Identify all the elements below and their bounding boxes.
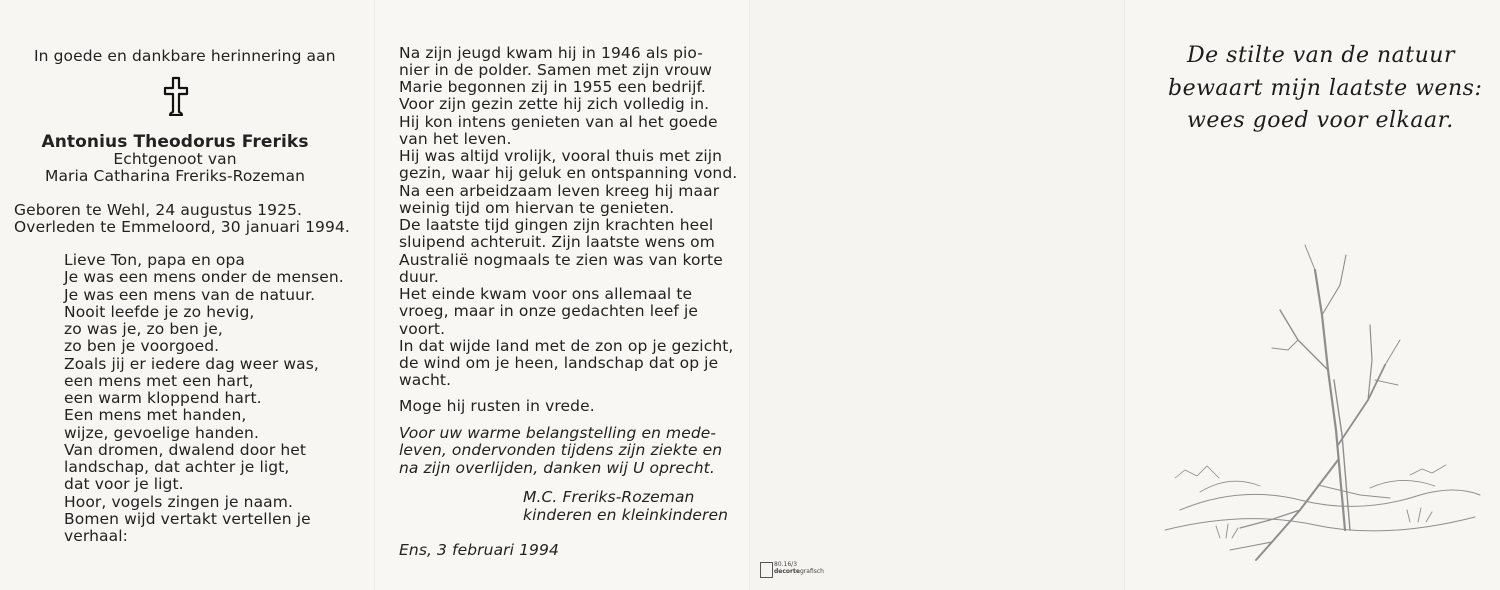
body-line: Hij kon intens genieten van al het goede [399,113,718,131]
deceased-name: Antonius Theodorus Freriks [41,132,309,152]
poem-line: Je was een mens van de natuur. [64,286,316,304]
printer-sub: grafisch [800,568,824,575]
poem-line: zo was je, zo ben je, [64,320,223,338]
birth-line: Geboren te Wehl, 24 augustus 1925. [14,201,303,219]
panel-blank [750,0,1125,590]
poem-line: verhaal: [64,527,128,545]
body-line: Australië nogmaals te zien was van korte [399,251,723,269]
body-line: sluipend achteruit. Zijn laatste wens om [399,233,715,251]
place-date: Ens, 3 februari 1994 [399,541,559,559]
fold-line [374,0,376,590]
spouse-name: Maria Catharina Freriks-Rozeman [44,167,306,185]
quote-line: De stilte van de natuur [1187,43,1455,68]
printer-icon [760,562,773,578]
signature-line: kinderen en kleinkinderen [523,506,729,524]
tree-sketch-illustration [1160,230,1490,575]
body-line: De laatste tijd gingen zijn krachten heel [399,216,714,234]
poem-line: Je was een mens onder de mensen. [64,268,344,286]
poem-line: Lieve Ton, papa en opa [64,251,246,269]
spouse-label: Echtgenoot van [113,150,237,168]
poem-line: zo ben je voorgoed. [64,337,220,355]
fold-line [1124,0,1126,590]
poem-line: Bomen wijd vertakt vertellen je [64,510,311,528]
body-line: van het leven. [399,130,512,148]
body-line: gezin, waar hij geluk en ontspanning vond. [399,164,738,182]
memorial-header: In goede en dankbare herinnering aan [34,47,336,65]
poem-line: Een mens met handen, [64,406,247,424]
body-line: Marie begonnen zij in 1955 een bedrijf. [399,78,706,96]
poem-line: wijze, gevoelige handen. [64,424,259,442]
quote-line: bewaart mijn laatste wens: [1168,76,1483,101]
body-line: Het einde kwam voor ons allemaal te [399,285,693,303]
fold-line [749,0,751,590]
body-line: duur. [399,268,439,286]
poem-line: Zoals jij er iedere dag weer was, [64,355,319,373]
poem-line: Nooit leefde je zo hevig, [64,303,255,321]
printer-name: decorte [774,568,800,575]
poem-line: landschap, dat achter je ligt, [64,458,290,476]
body-line: weinig tijd om hiervan te genieten. [399,199,675,217]
poem-line: Van dromen, dwalend door het [64,441,307,459]
signature-line: M.C. Freriks-Rozeman [523,488,695,506]
body-line: In dat wijde land met de zon op je gezicht, [399,337,734,355]
poem-line: dat voor je ligt. [64,475,184,493]
poem-line: een mens met een hart, [64,372,254,390]
body-line: wacht. [399,371,452,389]
body-line: de wind om je heen, landschap dat op je [399,354,719,372]
body-line: Voor zijn gezin zette hij zich volledig in. [399,95,710,113]
body-line: Na zijn jeugd kwam hij in 1946 als pio- [399,44,703,62]
cross-icon [163,76,189,116]
quote-line: wees goed voor elkaar. [1187,108,1454,133]
rest-in-peace: Moge hij rusten in vrede. [399,397,595,415]
poem-line: Hoor, vogels zingen je naam. [64,493,293,511]
poem-line: een warm kloppend hart. [64,389,262,407]
death-line: Overleden te Emmeloord, 30 januari 1994. [14,218,350,236]
body-line: nier in de polder. Samen met zijn vrouw [399,61,713,79]
body-line: Hij was altijd vrolijk, vooral thuis met zijn [399,147,723,165]
body-line: voort. [399,320,446,338]
thanks-line: Voor uw warme belangstelling en mede- [399,424,717,442]
printer-logo [760,560,830,582]
printer-code: 80.16/3 [774,561,798,568]
thanks-line: leven, ondervonden tijdens zijn ziekte en [399,441,723,459]
body-line: vroeg, maar in onze gedachten leef je [399,302,699,320]
body-line: Na een arbeidzaam leven kreeg hij maar [399,182,720,200]
thanks-line: na zijn overlijden, danken wij U oprecht. [399,459,715,477]
